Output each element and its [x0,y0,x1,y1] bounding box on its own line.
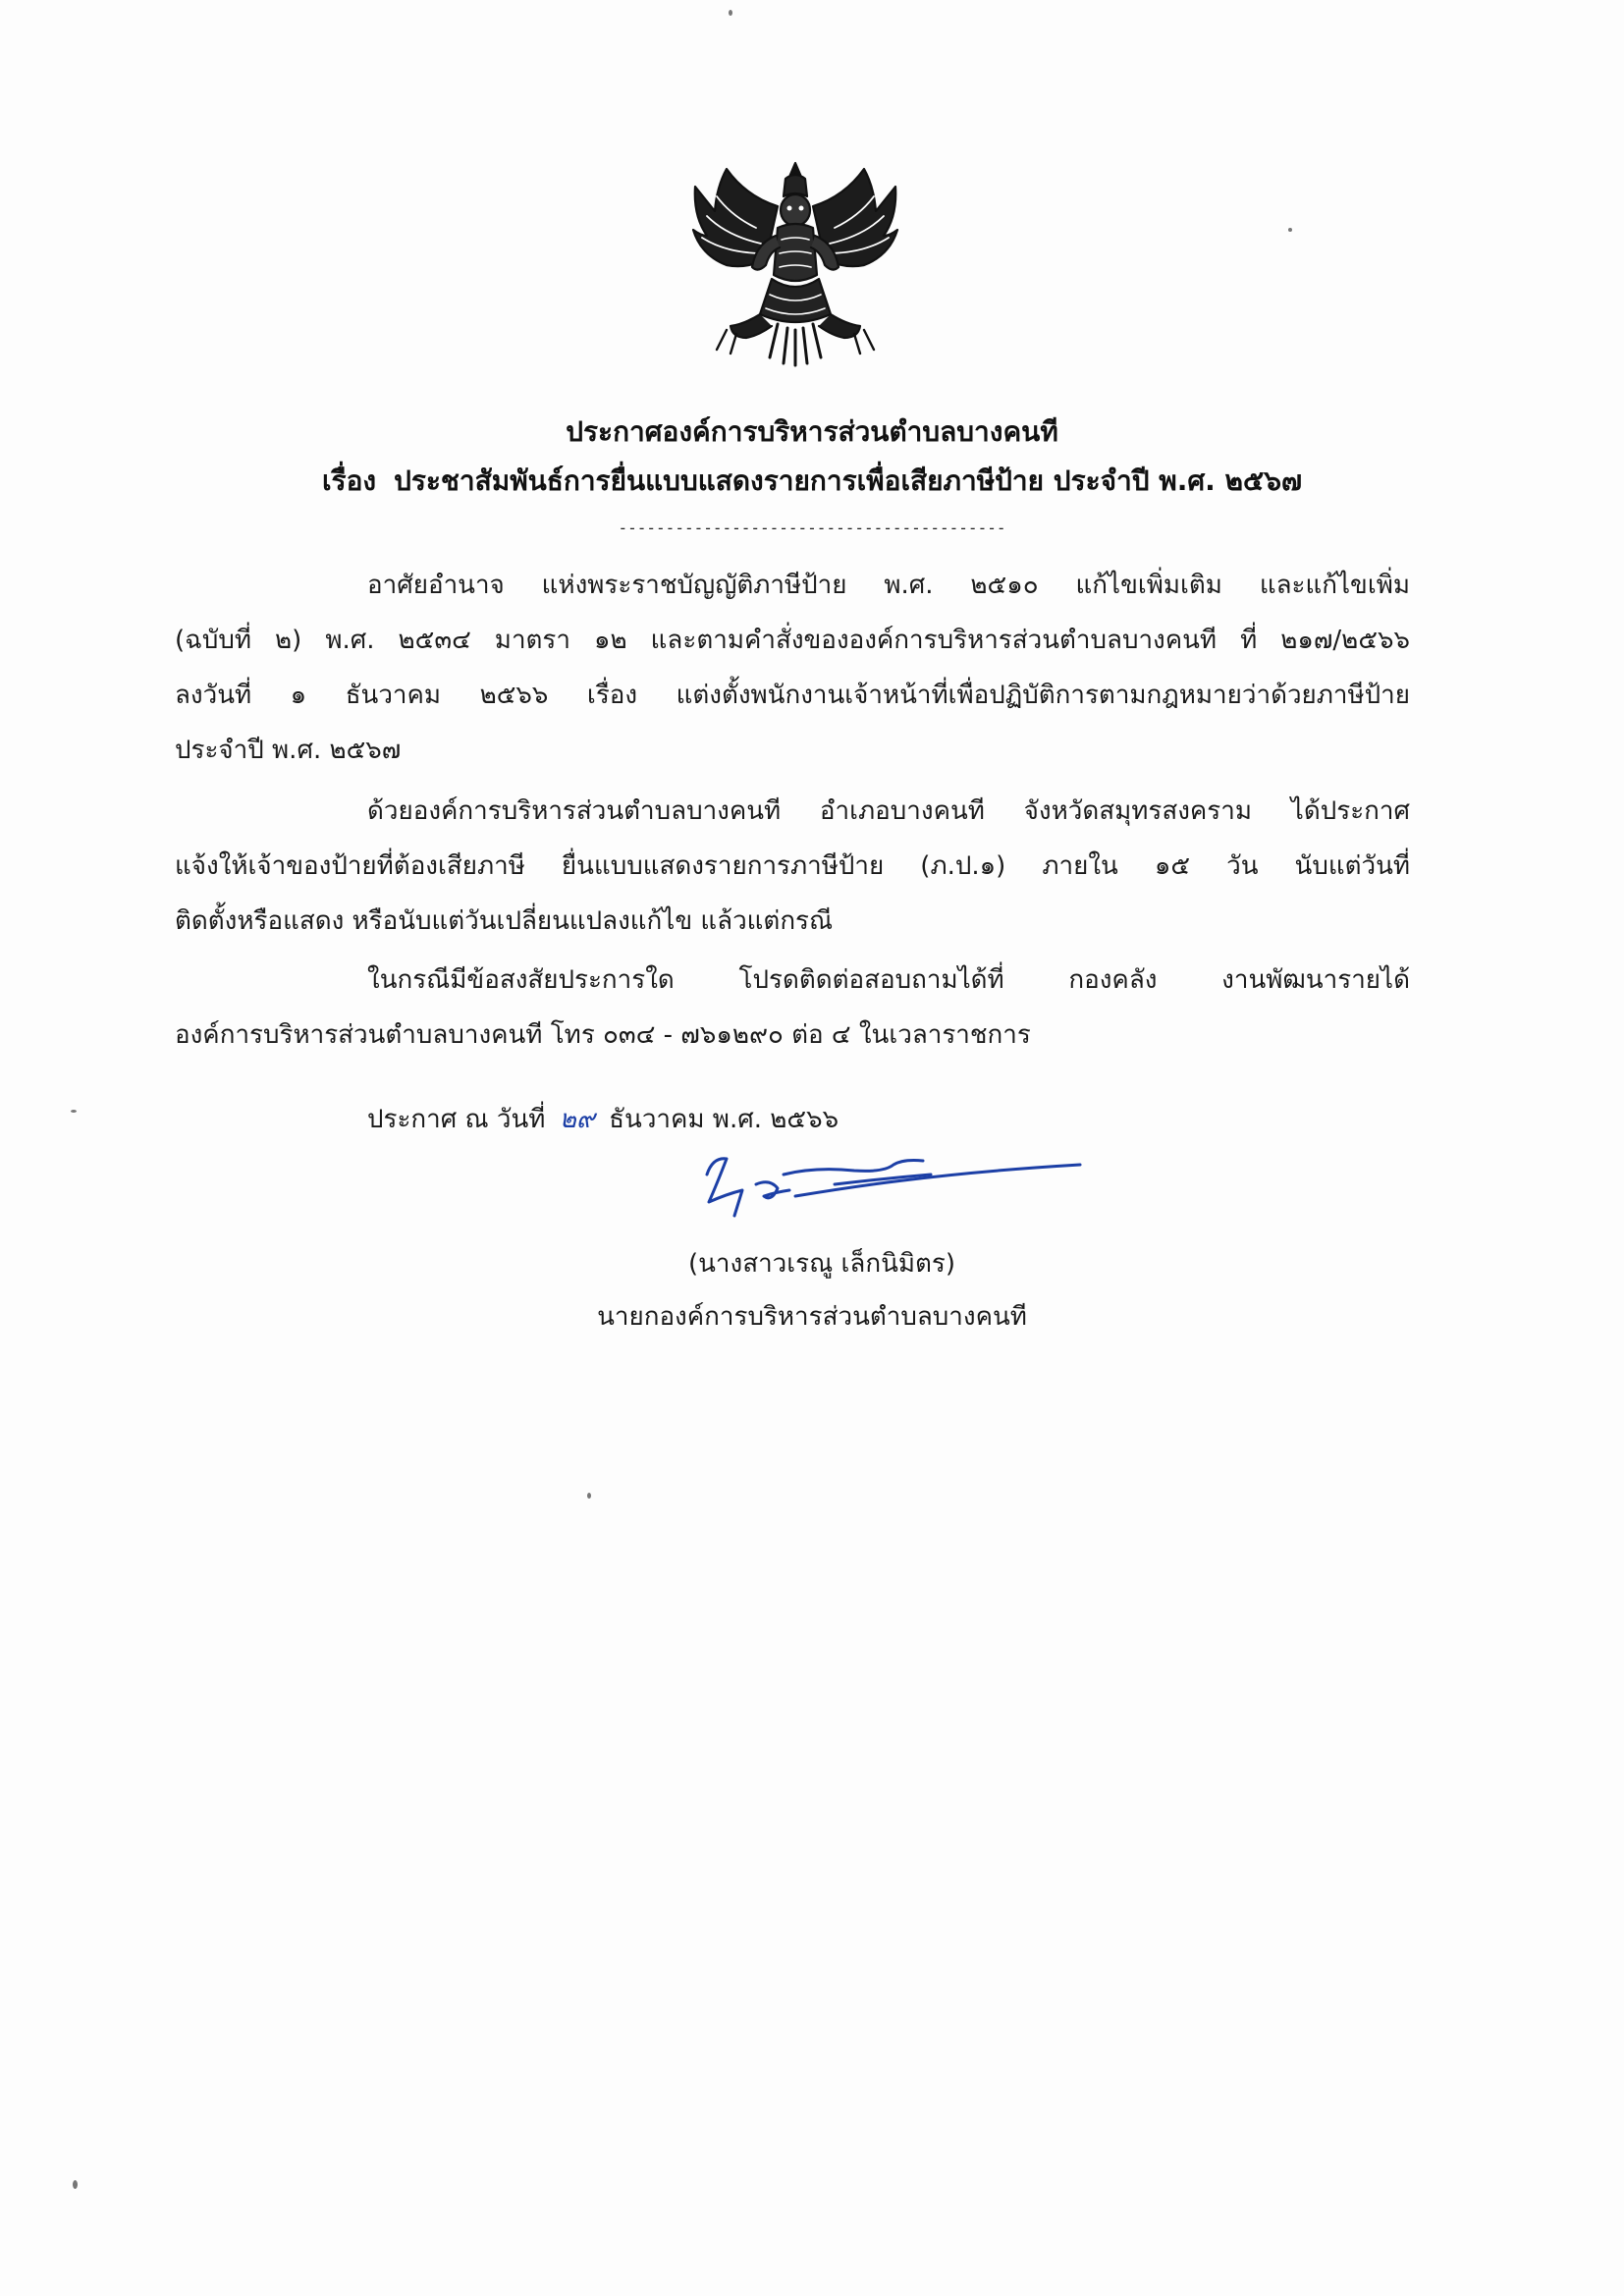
signer-position: นายกองค์การบริหารส่วนตำบลบางคนที [597,1302,1027,1332]
title-separator: ----------------------------------------- [618,519,1006,537]
handwritten-day: ๒๙ [559,1105,595,1134]
announcement-title: ประกาศองค์การบริหารส่วนตำบลบางคนที [566,415,1058,448]
paragraph-line: ในกรณีมีข้อสงสัยประการใด โปรดติดต่อสอบถามได้ที่ กองคลัง งานพัฒนารายได้ [367,965,1410,995]
announcement-date [367,1102,839,1137]
paragraph-line: ประจำปี พ.ศ. ๒๕๖๗ [175,736,402,765]
paragraph-line: อาศัยอำนาจ แห่งพระราชบัญญัติภาษีป้าย พ.ศ. ๒๕๑๐ แก้ไขเพิ่มเติม และแก้ไขเพิ่ม [367,571,1410,600]
scan-speck [71,1110,77,1113]
signature-mark [687,1145,1090,1224]
paragraph-line: แจ้งให้เจ้าของป้ายที่ต้องเสียภาษี ยื่นแบบแสดงรายการภาษีป้าย (ภ.ป.๑) ภายใน ๑๕ วัน นับแต่วันที่ [175,851,1410,881]
subject-label: เรื่อง [321,465,377,497]
scan-speck [729,10,732,16]
paragraph-line: (ฉบับที่ ๒) พ.ศ. ๒๕๓๔ มาตรา ๑๒ และตามคำสั่งขององค์การบริหารส่วนตำบลบางคนที ที่ ๒๑๗/๒๕๖๖ [175,626,1410,655]
date-month-year: ธันวาคม พ.ศ. ๒๕๖๖ [609,1105,839,1134]
scan-speck [587,1493,591,1499]
scan-speck [1288,228,1292,232]
paragraph-line: ติดตั้งหรือแสดง หรือนับแต่วันเปลี่ยนแปลงแก้ไข แล้วแต่กรณี [175,906,834,936]
date-prefix: ประกาศ ณ วันที่ [367,1105,546,1134]
subject-text: ประชาสัมพันธ์การยื่นแบบแสดงรายการเพื่อเสียภาษีป้าย ประจำปี พ.ศ. ๒๕๖๗ [394,465,1303,497]
paragraph-line: ลงวันที่ ๑ ธันวาคม ๒๕๖๖ เรื่อง แต่งตั้งพนักงานเจ้าหน้าที่เพื่อปฏิบัติการตามกฎหมายว่าด้วยภาษีป้าย [175,681,1410,710]
announcement-subject [0,460,1624,503]
garuda-emblem [687,157,903,368]
signer-name: (นางสาวเรณู เล็กนิมิตร) [688,1249,955,1279]
scan-speck [73,2180,78,2189]
paragraph-line: องค์การบริหารส่วนตำบลบางคนที โทร ๐๓๔ - ๗๖๑๒๙๐ ต่อ ๔ ในเวลาราชการ [175,1020,1031,1050]
paragraph-line: ด้วยองค์การบริหารส่วนตำบลบางคนที อำเภอบางคนที จังหวัดสมุทรสงคราม ได้ประกาศ [367,796,1410,826]
